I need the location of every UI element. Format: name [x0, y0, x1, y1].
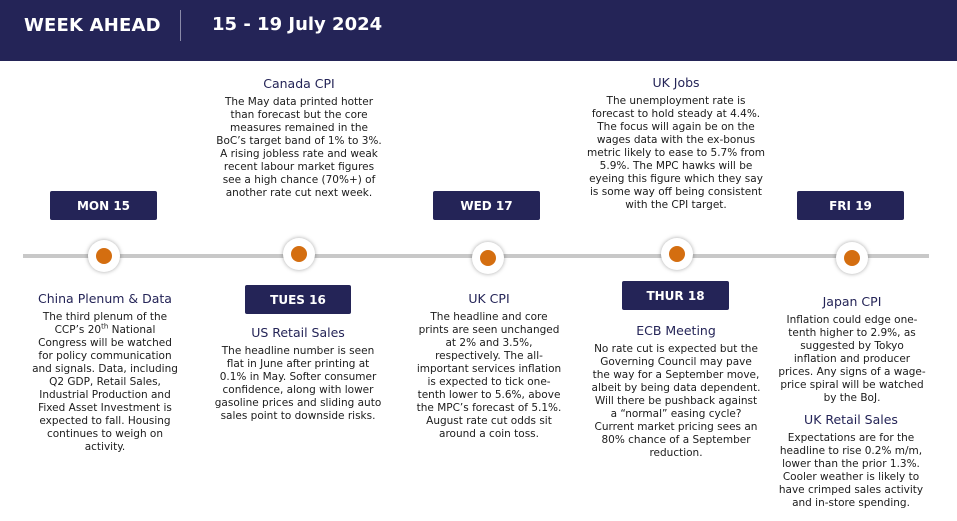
event-title: UK Jobs — [652, 75, 700, 90]
event-body: The unemployment rate is forecast to hold steady at 4.4%. The focus will again be on the wages data with the ex-bonus metric likely to ease to 5.7% from 5.9%. The MPC hawks will be eyeing this figure which they say is some way off being consistent with the CPI target. — [587, 95, 765, 211]
day-badge-tues: TUES 16 — [245, 285, 351, 314]
timeline-node-mon — [88, 240, 120, 272]
day-badge-fri: FRI 19 — [797, 191, 904, 220]
timeline-node-thur — [661, 238, 693, 270]
event-title: UK CPI — [468, 291, 510, 306]
event-china-plenum — [30, 291, 180, 454]
event-uk-retail-sales — [775, 412, 927, 510]
header-bar — [0, 0, 957, 61]
event-title: Canada CPI — [263, 76, 335, 91]
event-body: The headline number is seen flat in June after printing at 0.1% in May. Softer consumer confidence, along with lower gasoline prices and sliding auto sales point to downside risks. — [214, 345, 382, 422]
event-body: No rate cut is expected but the Governing Council may pave the way for a September move, albeit by being data dependent. Will there be pushback against a “normal” easing cycle? Current market pricing sees an 80% chance of a September reduction. — [591, 343, 761, 459]
event-uk-cpi — [414, 291, 564, 441]
event-body: The May data printed hotter than forecast but the core measures remained in the BoC’s target band of 1% to 3%. A rising jobless rate and weak recent labour market figures see a high chance (70%+) of another rate cut next week. — [216, 96, 382, 199]
event-japan-cpi — [778, 294, 926, 405]
event-title: ECB Meeting — [636, 323, 716, 338]
header-divider — [180, 10, 181, 41]
event-title: UK Retail Sales — [804, 412, 898, 427]
event-body: The third plenum of the CCP’s 20th National Congress will be watched for policy communication and signals. Data, including Q2 GDP, Retail Sales, Industrial Production and Fixed Asset Investment is expected to fall. Housing continues to weigh on activity. — [32, 311, 178, 453]
event-canada-cpi — [216, 76, 382, 200]
event-body: The headline and core prints are seen unchanged at 2% and 3.5%, respectively. The all-important services inflation is expected to tick one-tenth lower to 5.6%, above the MPC’s forecast of 5.1%. August rate cut odds sit around a coin toss. — [416, 311, 562, 440]
event-title: US Retail Sales — [251, 325, 345, 340]
date-range: 15 - 19 July 2024 — [212, 14, 383, 35]
event-uk-jobs — [587, 75, 765, 212]
timeline-node-fri — [836, 242, 868, 274]
timeline-node-tues — [283, 238, 315, 270]
event-ecb-meeting — [590, 323, 762, 460]
event-title: Japan CPI — [822, 294, 882, 309]
event-title: China Plenum & Data — [38, 291, 172, 306]
timeline-node-wed — [472, 242, 504, 274]
page-title: WEEK AHEAD — [24, 15, 161, 36]
day-badge-mon: MON 15 — [50, 191, 157, 220]
event-body: Expectations are for the headline to rise 0.2% m/m, lower than the prior 1.3%. Cooler weather is likely to have crimped sales activity and in-store spending. — [778, 432, 924, 509]
day-badge-thur: THUR 18 — [622, 281, 729, 310]
day-badge-wed: WED 17 — [433, 191, 540, 220]
event-us-retail-sales — [214, 325, 382, 423]
event-body: Inflation could edge one-tenth higher to 2.9%, as suggested by Tokyo inflation and producer prices. Any signs of a wage-price spiral will be watched by the BoJ. — [778, 314, 926, 404]
